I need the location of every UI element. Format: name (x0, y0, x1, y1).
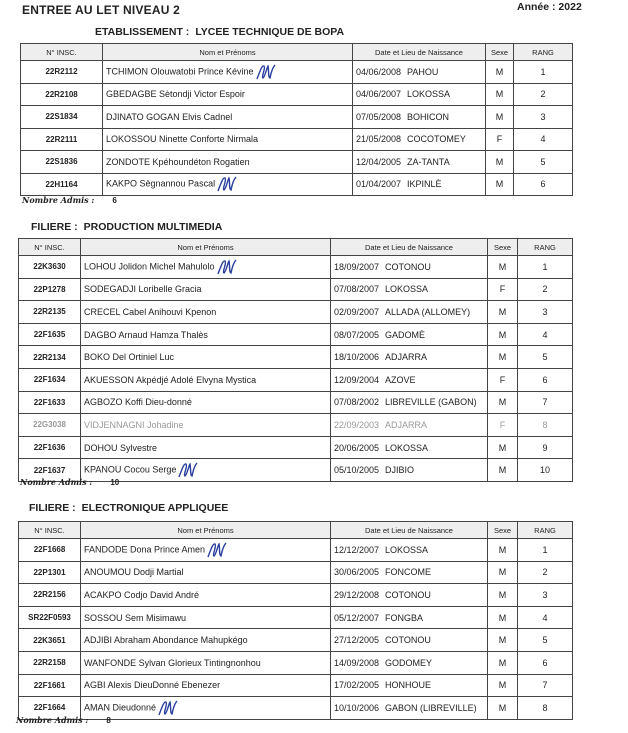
cell-registration-number: 22H1164 (21, 173, 103, 196)
signature-mark (216, 175, 238, 193)
table-header-row (19, 239, 573, 256)
name-text: WANFONDE Sylvan Glorieux Tintingnonhou (84, 657, 261, 668)
name-text: LOKOSSOU Ninette Conforte Nirmala (106, 134, 259, 145)
birth-place: COTONOU (385, 261, 431, 272)
cell-registration-number: 22F1633 (19, 391, 81, 414)
admis-value: 8 (106, 716, 111, 725)
cell-full-name (81, 391, 331, 414)
column-header-birth-date-place: Date et Lieu de Naissance (331, 239, 488, 256)
table-row (19, 414, 573, 437)
birth-date: 22/09/2003 (334, 419, 380, 430)
cell-rank: 5 (518, 346, 573, 369)
table-row (19, 368, 573, 391)
birth-date: 29/12/2008 (334, 589, 380, 600)
name-text: ANOUMOU Dodji Martial (84, 567, 184, 578)
results-table-1 (18, 238, 573, 482)
cell-rank: 1 (514, 61, 573, 84)
cell-rank: 6 (518, 368, 573, 391)
birth-place: BOHICON (407, 111, 450, 122)
name-text: DJINATO GOGAN Elvis Cadnel (106, 111, 233, 122)
cell-rank: 5 (514, 151, 573, 174)
cell-registration-number: 22S1834 (21, 106, 103, 129)
cell-birth-date-place (331, 697, 488, 720)
cell-rank: 1 (518, 539, 573, 562)
birth-place: COCOTOMEY (407, 134, 466, 145)
cell-birth-date-place (353, 61, 486, 84)
cell-full-name (81, 629, 331, 652)
cell-sex: F (488, 278, 518, 301)
admis-count-0 (22, 195, 117, 205)
cell-birth-date-place (331, 256, 488, 279)
name-text: AGBOZO Koffi Dieu-donné (84, 397, 192, 408)
cell-full-name (81, 346, 331, 369)
cell-birth-date-place (353, 106, 486, 129)
name-text: ZONDOTE Kpéhoundéton Rogatien (106, 156, 250, 167)
table-row (19, 323, 573, 346)
table-row (19, 629, 573, 652)
cell-sex: M (488, 256, 518, 279)
birth-place: LOKOSSA (407, 89, 451, 100)
signature-mark (206, 541, 228, 559)
cell-full-name (81, 606, 331, 629)
cell-registration-number: 22R2156 (19, 584, 81, 607)
cell-full-name (81, 278, 331, 301)
birth-place: ZA-TANTA (407, 156, 450, 167)
signature-mark (157, 699, 179, 717)
table-row (19, 436, 573, 459)
birth-date: 07/08/2007 (334, 284, 380, 295)
cell-sex: M (488, 561, 518, 584)
section-label: FILIERE : (31, 221, 78, 233)
admis-label: Nombre Admis : (22, 195, 95, 205)
table-row (19, 346, 573, 369)
cell-rank: 2 (514, 83, 573, 106)
table-header-row (19, 522, 573, 539)
cell-registration-number: 22P1278 (19, 278, 81, 301)
birth-date: 01/04/2007 (356, 179, 402, 190)
birth-place: LOKOSSA (385, 442, 429, 453)
cell-sex: M (488, 697, 518, 720)
admis-value: 6 (112, 196, 117, 205)
column-header-full-name: Nom et Prénoms (81, 239, 331, 256)
cell-birth-date-place (331, 606, 488, 629)
admis-count-2 (16, 715, 111, 725)
signature-mark (177, 461, 199, 479)
cell-registration-number: 22F1636 (19, 436, 81, 459)
cell-birth-date-place (353, 173, 486, 196)
cell-birth-date-place (331, 323, 488, 346)
cell-registration-number: 22F1661 (19, 674, 81, 697)
cell-full-name (81, 584, 331, 607)
name-text: AKUESSON Akpédjé Adolé Elvyna Mystica (84, 374, 257, 385)
name-text: CRECEL Cabel Anihouvi Kpenon (84, 306, 217, 317)
cell-rank: 6 (518, 651, 573, 674)
section-title-0 (95, 26, 344, 38)
name-text: DAGBO Arnaud Hamza Thalès (84, 329, 208, 340)
admis-count-1 (20, 477, 119, 487)
birth-place: GABON (LIBREVILLE) (385, 702, 477, 713)
table-row (21, 83, 573, 106)
name-text: DOHOU Sylvestre (84, 442, 158, 453)
cell-registration-number: 22R2158 (19, 651, 81, 674)
cell-sex: M (488, 539, 518, 562)
cell-full-name (81, 651, 331, 674)
cell-rank: 8 (518, 697, 573, 720)
cell-full-name (103, 106, 353, 129)
cell-sex: M (488, 346, 518, 369)
birth-date: 20/06/2005 (334, 442, 380, 453)
column-header-rank: RANG (518, 522, 573, 539)
birth-date: 12/12/2007 (334, 544, 380, 555)
cell-rank: 7 (518, 391, 573, 414)
birth-place: AZOVE (385, 374, 416, 385)
cell-birth-date-place (331, 368, 488, 391)
section-name: LYCEE TECHNIQUE DE BOPA (195, 26, 345, 38)
cell-full-name (81, 414, 331, 437)
admis-label: Nombre Admis : (20, 477, 93, 487)
cell-sex: M (488, 436, 518, 459)
birth-date: 18/10/2006 (334, 352, 380, 363)
cell-sex: M (488, 629, 518, 652)
birth-date: 05/10/2005 (334, 465, 380, 476)
birth-place: ALLADA (ALLOMEY) (385, 306, 471, 317)
name-text: ACAKPO Codjo David André (84, 589, 200, 600)
signature-mark (255, 63, 277, 81)
cell-birth-date-place (331, 651, 488, 674)
birth-date: 12/04/2005 (356, 156, 402, 167)
birth-date: 04/06/2007 (356, 89, 402, 100)
cell-sex: F (488, 414, 518, 437)
birth-place: FONCOME (385, 567, 432, 578)
cell-full-name (103, 173, 353, 196)
cell-rank: 3 (518, 301, 573, 324)
column-header-sex: Sexe (488, 239, 518, 256)
cell-rank: 10 (518, 459, 573, 482)
birth-date: 04/06/2008 (356, 66, 402, 77)
name-text: AMAN Dieudonné (84, 702, 157, 713)
name-text: KPANOU Cocou Serge (84, 464, 177, 475)
table-row (19, 278, 573, 301)
table-row (19, 539, 573, 562)
cell-registration-number: 22K3651 (19, 629, 81, 652)
name-text: TCHIMON Olouwatobi Prince Kévine (106, 66, 254, 77)
cell-sex: M (488, 606, 518, 629)
cell-birth-date-place (331, 584, 488, 607)
cell-sex: M (486, 106, 514, 129)
section-name: PRODUCTION MULTIMEDIA (83, 221, 223, 233)
year-label: Année : 2022 (517, 1, 582, 13)
column-header-sex: Sexe (488, 522, 518, 539)
cell-registration-number: 22F1664 (19, 697, 81, 720)
cell-registration-number: 22R2112 (21, 61, 103, 84)
cell-rank: 3 (514, 106, 573, 129)
cell-birth-date-place (353, 83, 486, 106)
cell-sex: M (486, 61, 514, 84)
section-name: ELECTRONIQUE APPLIQUEE (81, 502, 229, 514)
table-row (19, 256, 573, 279)
name-text: VIDJENNAGNI Johadine (84, 419, 184, 430)
cell-rank: 4 (514, 128, 573, 151)
cell-registration-number: 22F1668 (19, 539, 81, 562)
table-row (19, 651, 573, 674)
name-text: SODEGADJI Loribelle Gracia (84, 284, 202, 295)
table-row (21, 151, 573, 174)
birth-place: GADOMÈ (385, 329, 426, 340)
table-row (19, 584, 573, 607)
cell-registration-number: SR22F0593 (19, 606, 81, 629)
table-row (19, 301, 573, 324)
cell-birth-date-place (331, 391, 488, 414)
cell-sex: M (486, 173, 514, 196)
column-header-sex: Sexe (486, 44, 514, 61)
birth-place: ADJARRA (385, 419, 428, 430)
table-row (21, 61, 573, 84)
cell-birth-date-place (331, 629, 488, 652)
cell-rank: 2 (518, 278, 573, 301)
section-label: ETABLISSEMENT : (95, 26, 190, 38)
cell-birth-date-place (331, 436, 488, 459)
birth-date: 18/09/2007 (334, 261, 380, 272)
birth-date: 27/12/2005 (334, 635, 380, 646)
cell-birth-date-place (331, 346, 488, 369)
cell-full-name (103, 61, 353, 84)
birth-date: 10/10/2006 (334, 702, 380, 713)
birth-date: 05/12/2007 (334, 612, 380, 623)
cell-rank: 1 (518, 256, 573, 279)
cell-full-name (81, 436, 331, 459)
cell-rank: 2 (518, 561, 573, 584)
cell-sex: M (486, 83, 514, 106)
birth-place: FONGBA (385, 612, 424, 623)
cell-birth-date-place (331, 414, 488, 437)
cell-registration-number: 22S1836 (21, 151, 103, 174)
cell-registration-number: 22F1635 (19, 323, 81, 346)
cell-registration-number: 22F1637 (19, 459, 81, 482)
cell-full-name (81, 256, 331, 279)
column-header-registration-number: N° INSC. (19, 522, 81, 539)
cell-rank: 8 (518, 414, 573, 437)
cell-rank: 7 (518, 674, 573, 697)
table-row (21, 173, 573, 196)
name-text: AGBI Alexis DieuDonné Ebenezer (84, 680, 221, 691)
cell-registration-number: 22F1634 (19, 368, 81, 391)
page-title: ENTREE AU LET NIVEAU 2 (22, 3, 180, 17)
cell-full-name (81, 301, 331, 324)
results-table-2 (18, 521, 573, 720)
signature-mark (216, 258, 238, 276)
cell-registration-number: 22P1301 (19, 561, 81, 584)
cell-rank: 9 (518, 436, 573, 459)
table-header-row (21, 44, 573, 61)
cell-sex: M (488, 323, 518, 346)
cell-sex: M (486, 151, 514, 174)
name-text: FANDODE Dona Prince Amen (84, 544, 206, 555)
birth-date: 21/05/2008 (356, 134, 402, 145)
birth-date: 02/09/2007 (334, 306, 380, 317)
cell-rank: 5 (518, 629, 573, 652)
birth-place: GODOMEY (385, 657, 433, 668)
name-text: GBEDAGBE Sètondji Victor Espoir (106, 89, 245, 100)
cell-rank: 6 (514, 173, 573, 196)
birth-place: HONHOUE (385, 680, 432, 691)
cell-registration-number: 22R2135 (19, 301, 81, 324)
cell-full-name (103, 83, 353, 106)
table-row (19, 561, 573, 584)
table-row (19, 674, 573, 697)
cell-sex: M (488, 391, 518, 414)
cell-birth-date-place (353, 151, 486, 174)
name-text: KAKPO Sègnannou Pascal (106, 178, 216, 189)
birth-place: DJIBIO (385, 465, 415, 476)
birth-place: IKPINLÈ (407, 179, 442, 190)
column-header-rank: RANG (518, 239, 573, 256)
birth-date: 17/02/2005 (334, 680, 380, 691)
cell-birth-date-place (331, 301, 488, 324)
birth-place: LOKOSSA (385, 544, 429, 555)
column-header-full-name: Nom et Prénoms (103, 44, 353, 61)
cell-full-name (103, 128, 353, 151)
name-text: ADJIBI Abraham Abondance Mahupkégo (84, 635, 248, 646)
cell-birth-date-place (331, 278, 488, 301)
birth-date: 14/09/2008 (334, 657, 380, 668)
column-header-full-name: Nom et Prénoms (81, 522, 331, 539)
column-header-registration-number: N° INSC. (21, 44, 103, 61)
birth-place: LOKOSSA (385, 284, 429, 295)
cell-registration-number: 22R2134 (19, 346, 81, 369)
birth-place: COTONOU (385, 635, 431, 646)
column-header-rank: RANG (514, 44, 573, 61)
admis-value: 10 (110, 478, 120, 487)
name-text: BOKO Del Ortiniel Luc (84, 352, 175, 363)
cell-registration-number: 22G3038 (19, 414, 81, 437)
cell-full-name (81, 539, 331, 562)
cell-full-name (103, 151, 353, 174)
birth-date: 12/09/2004 (334, 374, 380, 385)
cell-full-name (81, 697, 331, 720)
admis-label: Nombre Admis : (16, 715, 89, 725)
cell-registration-number: 22K3630 (19, 256, 81, 279)
column-header-birth-date-place: Date et Lieu de Naissance (331, 522, 488, 539)
cell-birth-date-place (331, 539, 488, 562)
name-text: LOHOU Jolidon Michel Mahulolo (84, 261, 215, 272)
table-row (21, 106, 573, 129)
name-text: SOSSOU Sem Misimawu (84, 612, 187, 623)
cell-birth-date-place (331, 674, 488, 697)
birth-place: PAHOU (407, 66, 439, 77)
cell-registration-number: 22R2108 (21, 83, 103, 106)
section-title-1 (31, 221, 222, 233)
birth-place: LIBREVILLE (GABON) (385, 397, 477, 408)
cell-sex: F (486, 128, 514, 151)
birth-date: 07/08/2002 (334, 397, 380, 408)
column-header-registration-number: N° INSC. (19, 239, 81, 256)
birth-place: COTONOU (385, 589, 431, 600)
cell-birth-date-place (331, 459, 488, 482)
cell-birth-date-place (353, 128, 486, 151)
cell-sex: M (488, 301, 518, 324)
birth-date: 08/07/2005 (334, 329, 380, 340)
cell-sex: M (488, 651, 518, 674)
cell-birth-date-place (331, 561, 488, 584)
cell-full-name (81, 561, 331, 584)
cell-full-name (81, 674, 331, 697)
section-title-2 (29, 502, 228, 514)
cell-rank: 3 (518, 584, 573, 607)
birth-place: ADJARRA (385, 352, 428, 363)
results-table-0 (20, 43, 573, 196)
cell-rank: 4 (518, 606, 573, 629)
section-label: FILIERE : (29, 502, 76, 514)
cell-sex: M (488, 459, 518, 482)
birth-date: 07/05/2008 (356, 111, 402, 122)
cell-rank: 4 (518, 323, 573, 346)
birth-date: 30/06/2005 (334, 567, 380, 578)
cell-full-name (81, 323, 331, 346)
cell-registration-number: 22R2111 (21, 128, 103, 151)
column-header-birth-date-place: Date et Lieu de Naissance (353, 44, 486, 61)
cell-sex: M (488, 674, 518, 697)
table-row (19, 606, 573, 629)
cell-sex: M (488, 584, 518, 607)
table-row (19, 391, 573, 414)
cell-sex: F (488, 368, 518, 391)
cell-full-name (81, 368, 331, 391)
table-row (21, 128, 573, 151)
